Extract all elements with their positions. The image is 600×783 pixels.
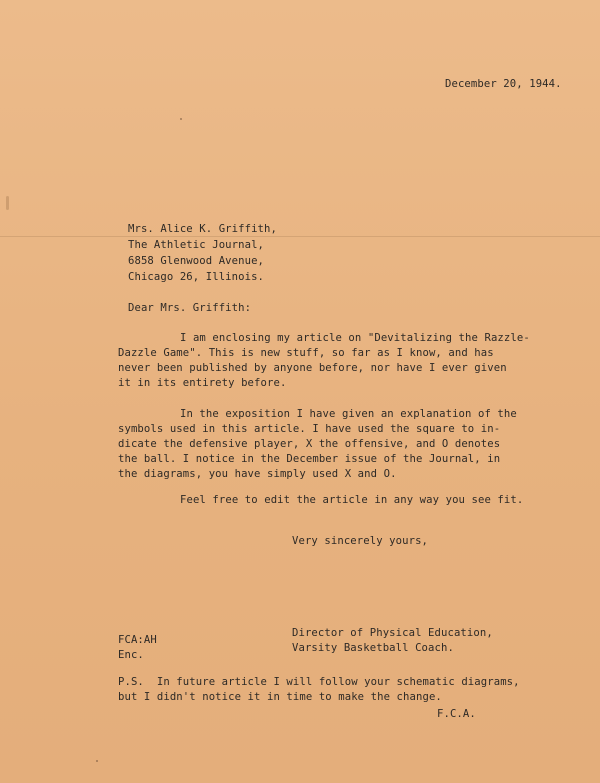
signature-title-line: Varsity Basketball Coach. xyxy=(292,642,454,654)
postscript-initials: F.C.A. xyxy=(437,708,476,720)
body-line: it in its entirety before. xyxy=(118,377,287,389)
salutation: Dear Mrs. Griffith: xyxy=(128,302,252,314)
complimentary-closing: Very sincerely yours, xyxy=(292,535,429,547)
paper-edge-mark xyxy=(6,196,9,210)
postscript-line: but I didn't notice it in time to make the change. xyxy=(118,691,442,703)
body-line: the ball. I notice in the December issue of the Journal, in xyxy=(118,453,501,465)
paper-speck xyxy=(180,118,182,120)
body-line: the diagrams, you have simply used X and O. xyxy=(118,468,397,480)
recipient-line: The Athletic Journal, xyxy=(128,239,265,251)
body-line: I am enclosing my article on "Devitalizing the Razzle- xyxy=(180,332,530,344)
body-line: symbols used in this article. I have used the square to in- xyxy=(118,423,501,435)
body-line: never been published by anyone before, nor have I ever given xyxy=(118,362,507,374)
signature-title-line: Director of Physical Education, xyxy=(292,627,493,639)
postscript-line: P.S. In future article I will follow your schematic diagrams, xyxy=(118,676,520,688)
recipient-line: Chicago 26, Illinois. xyxy=(128,271,265,283)
typist-initials: FCA:AH xyxy=(118,634,157,646)
body-line: dicate the defensive player, X the offensive, and O denotes xyxy=(118,438,501,450)
recipient-line: 6858 Glenwood Avenue, xyxy=(128,255,265,267)
body-line: Feel free to edit the article in any way you see fit. xyxy=(180,494,524,506)
letter-date: December 20, 1944. xyxy=(445,78,562,90)
enclosure-note: Enc. xyxy=(118,649,144,661)
body-line: In the exposition I have given an explanation of the xyxy=(180,408,517,420)
recipient-line: Mrs. Alice K. Griffith, xyxy=(128,223,277,235)
body-line: Dazzle Game". This is new stuff, so far as I know, and has xyxy=(118,347,494,359)
paper-fold-mark xyxy=(0,236,600,237)
paper-speck xyxy=(96,760,98,762)
